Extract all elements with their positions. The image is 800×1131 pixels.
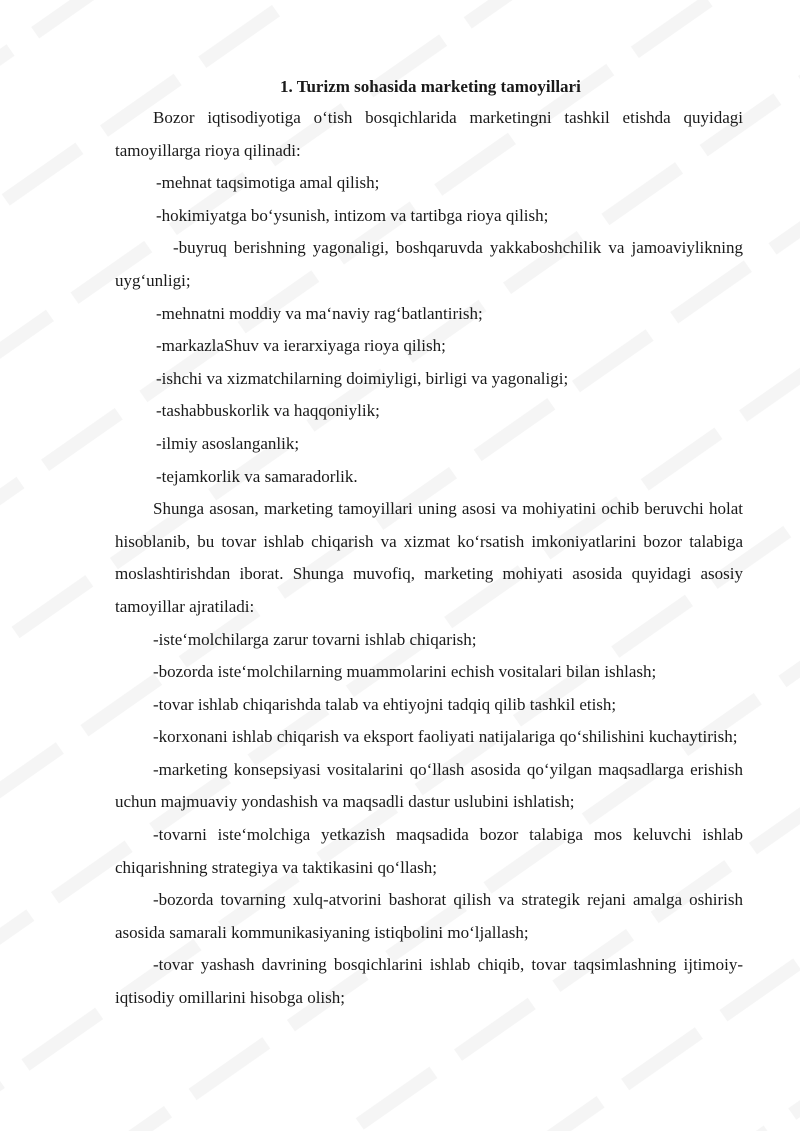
middle-paragraph: Shunga asosan, marketing tamoyillari uning asosi va mohiyatini ochib beruvchi holat hisoblanib, bu tovar ishlab chiqarish va xizmat ko‘rsatish imkoniyatlarini bozor talabiga moslashtirishdan iborat. Shunga muvofiq, marketing mohiyati asosida quyidagi asosiy tamoyillar ajratiladi: bbox=[115, 499, 743, 616]
intro-paragraph: Bozor iqtisodiyotiga o‘tish bosqichlarida marketingni tashkil etishda quyidagi tamoyillarga rioya qilinadi: bbox=[115, 108, 743, 160]
list-item: -tovar ishlab chiqarishda talab va ehtiyojni tadqiq qilib tashkil etish; bbox=[153, 694, 617, 714]
list-item: -ilmiy asoslanganlik; bbox=[156, 433, 300, 453]
list-item: -mehnat taqsimotiga amal qilish; bbox=[156, 173, 380, 193]
list-item: -tovar yashash davrining bosqichlarini ishlab chiqib, tovar taqsimlashning ijtimoiy-iqtisodiy omillarini hisobga olish; bbox=[115, 955, 743, 1008]
list-item: -marketing konsepsiyasi vositalarini qo‘llash asosida qo‘yilgan maqsadlarga erishish uchun majmuaviy yondashish va maqsadli dastur uslubini ishlatish; bbox=[115, 759, 743, 812]
list-item: -tovarni iste‘molchiga yetkazish maqsadida bozor talabiga mos keluvchi ishlab chiqarishning strategiya va taktikasini qo‘llash; bbox=[115, 825, 743, 877]
list-item: -tashabbuskorlik va haqqoniylik; bbox=[156, 401, 380, 421]
list-item: -ishchi va xizmatchilarning doimiyligi, birligi va yagonaligi; bbox=[156, 368, 569, 388]
list-item: -buyruq berishning yagonaligi, boshqaruvda yakkaboshchilik va jamoaviylikning uyg‘unligi; bbox=[115, 238, 743, 290]
list-item: -hokimiyatga bo‘ysunish, intizom va tartibga rioya qilish; bbox=[156, 205, 549, 225]
list-item: -bozorda iste‘molchilarning muammolarini echish vositalari bilan ishlash; bbox=[153, 662, 657, 682]
list-item: -markazlaShuv va ierarxiyaga rioya qilish; bbox=[156, 336, 446, 356]
list-item: -tejamkorlik va samaradorlik. bbox=[156, 466, 358, 486]
list-item: -mehnatni moddiy va ma‘naviy rag‘batlantirish; bbox=[156, 303, 483, 323]
list-item: -iste‘molchilarga zarur tovarni ishlab chiqarish; bbox=[153, 629, 477, 649]
list-item: -bozorda tovarning xulq-atvorini bashorat qilish va strategik rejani amalga oshirish asosida samarali kommunikasiyaning istiqbolini mo‘ljallash; bbox=[115, 890, 743, 942]
list-item: -korxonani ishlab chiqarish va eksport faoliyati natijalariga qo‘shilishini kuchaytirish; bbox=[153, 727, 738, 747]
document-page bbox=[115, 74, 743, 1015]
section-title: 1. Turizm sohasida marketing tamoyillari bbox=[280, 77, 581, 96]
